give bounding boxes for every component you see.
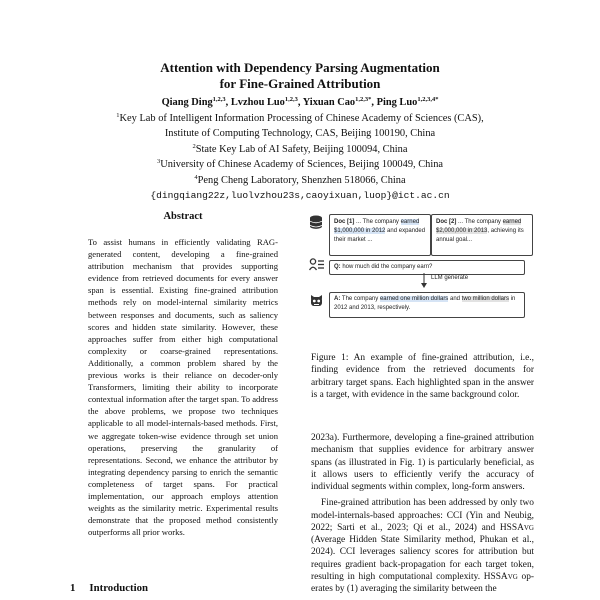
answer-span-highlight: earned one million dollars [379,296,449,302]
author-block [0,95,600,204]
author-name: Ping Luo [376,97,418,108]
author-sup: 1,2,3* [355,96,372,103]
section-number: 1 [70,582,76,594]
question-list-icon [309,258,325,272]
affiliation-line: $^3$University of Chinese Academy of Sciences, Beijing 100049, China [156,158,444,170]
author-sup: 1,2,3 [212,96,226,103]
title-line-2: for Fine-Grained Attribution [219,76,381,91]
doc-card-2: Doc [2] ... The company earned $2,000,000 in 2013, achieving its annual goal... [431,214,533,256]
question-text: how much did the company earn? [342,264,433,270]
answer-span-highlight: two million dollars [461,296,510,302]
author-name: Lvzhou Luo [230,97,285,108]
figure-1 [305,212,537,342]
affiliation-line: $^4$Peng Cheng Laboratory, Shenzhen 518066, China [194,173,406,186]
doc-label: Doc [2] [436,219,457,225]
author-sup: 1,2,3,4* [417,96,439,103]
evidence-highlight: earned $1,000,000 in 2012 [334,219,420,234]
right-column-body [311,432,534,595]
affiliation-line: Institute of Computing Technology, CAS, Beijing 100190, China [164,128,436,139]
paper-title [0,60,600,92]
figure-caption: Figure 1: An example of fine-grained attribution, i.e., finding evidence from the retrieved documents for arbitrary target spans. Each highlighted span in the answer is a target, with evidence in the same background color. [311,353,534,400]
abstract-text: To assist humans in efficiently validating RAG-generated content, developing a fine-grained attribution mechanism that provides supporting evidence from retrieved documents for every answer span is essential. Existing fine-grained attribution methods rely on model-internal similarity metrics between responses and documents, such as saliency scores and hidden state similarity. However, these approaches suffer from either high computational complexity or coarse-grained representations. Additionally, a common problem shared by the previous works is their reliance on decoder-only Transformers, limiting their ability to incorporate contextual information after the target span. To address the above problems, we propose two techniques applicable to all model-internals-based methods. First, we aggregate token-wise evidence through set union operations, preserving the granularity of representations. Second, we enhance the attributor by integrating dependency parsing to enrich the semantic completeness of target spans. For practical implementation, our approach employs attention weights as the similarity metric. Experimental results demonstrate that the proposed method consistently outperforms all prior works. [88,237,278,538]
section-title: Introduction [89,582,149,594]
question-box: Q: how much did the company earn? [329,260,525,275]
robot-icon [309,293,324,308]
title-line-1: Attention with Dependency Parsing Augmentation [160,60,440,75]
answer-box: A: The company earned one million dollars and two million dollars in 2012 and 2013, respectively. [329,292,525,318]
doc-card-1: Doc [1] ... The company earned $1,000,000 in 2012 and expanded their market ... [329,214,431,256]
doc-label: Doc [1] [334,219,355,225]
paragraph: Fine-grained attribution has been addressed by only two model-internals-based approaches: CCI (Yin and Neubig, 2022; Sarti et al., 2023; Qi et al., 2024) and HSSAvg (Average Hidden State Similarity method, Phukan et al., 2024). CCI leverages saliency scores for attribution but requires gradient back-propagation for each target token, resulting in high computational complexity. HSSAvg op-erates by (1) averaging the similarity between the [311,498,535,594]
author-email: {dingqiang22z,luolvzhou23s,caoyixuan,luop}@ict.ac.cn [150,190,450,201]
author-name: Yixuan Cao [302,97,356,108]
database-icon [309,215,323,231]
affiliation-line: $^2$State Key Lab of AI Safety, Beijing 100094, China [192,142,408,155]
abstract-heading: Abstract [163,211,203,222]
evidence-highlight: earned $2,000,000 in 2013 [436,219,522,234]
author-sup: 1,2,3 [284,96,298,103]
paragraph: 2023a). Furthermore, developing a fine-grained attribution mechanism that supplies evidence for arbitrary answer spans (as illustrated in Fig. 1) is particularly beneficial, as it allows users to efficiently verify the accuracy of individual segments within complex, long-form answers. [311,433,534,492]
section-heading [70,582,148,594]
author-name: Qiang Ding [161,97,213,108]
author-names: Qiang Ding$^{1,2,3}$, Lvzhou Luo$^{1,2,3}$, Yixuan Cao$^{1,2,3*}$, Ping Luo$^{1,2,3,4*}$ [161,96,439,108]
down-arrow-icon [420,273,428,289]
llm-generate-label: LLM generate [431,275,469,281]
affiliation-line: $^1$Key Lab of Intelligent Information Processing of Chinese Academy of Sciences (CAS), [116,111,484,124]
